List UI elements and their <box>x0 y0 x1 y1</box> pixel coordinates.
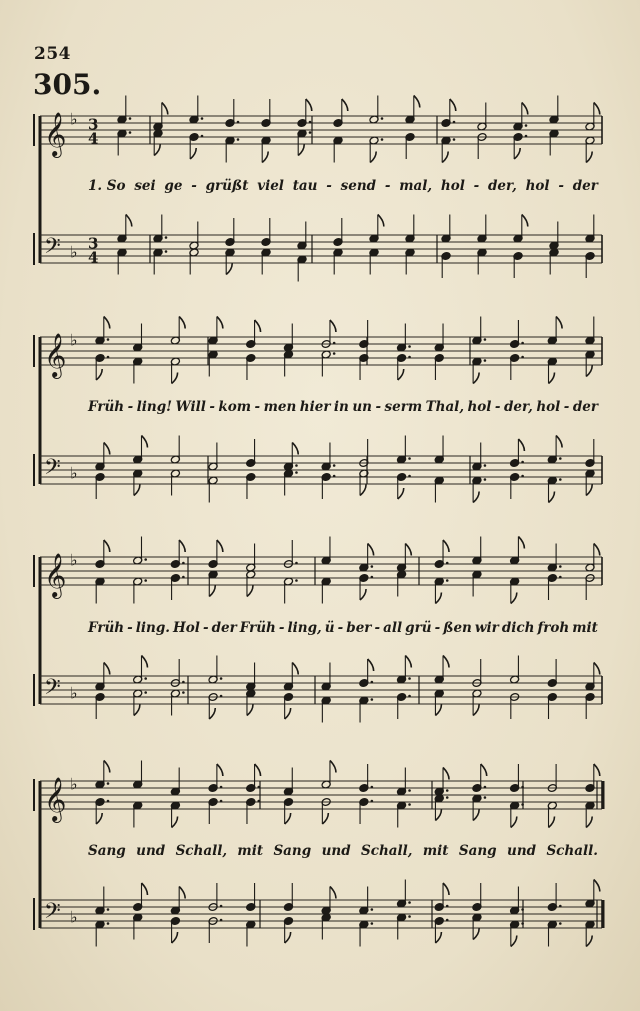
note-flag <box>511 593 517 604</box>
lyric-syllable: ge <box>164 178 183 194</box>
dot <box>220 677 223 680</box>
lyric-syllable: - <box>191 178 197 194</box>
note-flag <box>255 764 261 776</box>
lyric-syllable: froh <box>537 620 570 636</box>
note-flag <box>104 761 110 773</box>
note-flag <box>473 492 479 503</box>
dot <box>371 922 374 925</box>
lyric-line-3 <box>88 620 598 636</box>
bass-clef-icon: 𝄢 <box>44 899 61 929</box>
lyric-syllable: Früh <box>88 399 125 415</box>
treble-clef-icon: 𝄞 <box>44 553 67 597</box>
lyric-syllable: hier <box>299 399 331 415</box>
note-flag <box>179 317 185 329</box>
dot <box>182 681 185 684</box>
note-flag <box>442 152 448 163</box>
note-flag <box>549 817 555 828</box>
note-flag <box>518 537 524 549</box>
dot <box>371 786 374 789</box>
note-flag <box>217 540 223 552</box>
lyric-syllable: ling! <box>136 399 173 415</box>
lyric-syllable: und <box>321 843 351 859</box>
lyric-syllable: in <box>333 399 349 415</box>
dot <box>371 698 374 701</box>
treble-clef-icon: 𝄞 <box>44 333 67 377</box>
lyric-syllable: der <box>572 178 598 194</box>
lyric-syllable: mal, <box>399 178 433 194</box>
lyric-syllable: - <box>563 399 570 415</box>
dot <box>381 117 384 120</box>
note-flag <box>96 369 102 380</box>
lyric-syllable: serm <box>384 399 423 415</box>
lyric-syllable: und <box>507 843 537 859</box>
dot <box>295 562 298 565</box>
dot <box>446 562 449 565</box>
lyric-syllable: mit <box>237 843 264 859</box>
lyric-syllable: ber <box>346 620 372 636</box>
note-flag <box>473 373 479 384</box>
lyric-syllable: - <box>202 620 209 636</box>
lyric-syllable: - <box>473 178 480 194</box>
bass-clef-icon: 𝄢 <box>44 455 61 485</box>
dot <box>559 905 562 908</box>
note-flag <box>217 317 223 329</box>
note-flag <box>247 586 253 597</box>
note-flag <box>209 586 215 597</box>
note-flag <box>285 708 291 719</box>
note-flag <box>586 817 592 828</box>
lyric-syllable: der <box>211 620 237 636</box>
lyric-syllable: sei <box>134 178 156 194</box>
dot <box>408 695 411 698</box>
lyric-syllable: - <box>127 620 133 636</box>
note-flag <box>179 540 185 552</box>
dot <box>144 691 147 694</box>
note-flag <box>514 148 520 159</box>
hymn-number: 305. <box>33 68 102 101</box>
dot <box>525 135 528 138</box>
lyric-syllable: hol <box>525 178 550 194</box>
lyric-syllable: kom <box>218 399 252 415</box>
dot <box>257 800 260 803</box>
note-flag <box>330 761 336 773</box>
note-flag <box>226 264 232 275</box>
lyric-line-1 <box>88 178 598 194</box>
note-flag <box>594 764 600 776</box>
dot <box>107 782 110 785</box>
dot <box>371 565 374 568</box>
dot <box>295 579 298 582</box>
dot <box>408 356 411 359</box>
dot <box>333 352 336 355</box>
note-flag <box>162 103 168 115</box>
dot <box>484 478 487 481</box>
dot <box>182 562 185 565</box>
dot <box>107 922 110 925</box>
note-flag <box>443 768 449 780</box>
dot <box>484 464 487 467</box>
note-flag <box>398 369 404 380</box>
note-flag <box>368 544 374 556</box>
dot <box>521 922 524 925</box>
dot <box>220 695 223 698</box>
note-flag <box>549 373 555 384</box>
dot <box>107 338 110 341</box>
note-flag <box>586 366 592 377</box>
lyric-syllable: 1. So <box>88 178 126 194</box>
time-signature-denominator: 4 <box>88 129 99 148</box>
lyric-syllable: dich <box>501 620 535 636</box>
dot <box>484 786 487 789</box>
note-flag <box>556 436 562 448</box>
note-flag <box>522 103 528 115</box>
note-flag <box>378 215 384 227</box>
lyric-syllable: - <box>558 178 564 194</box>
time-signature-numerator: 3 <box>88 115 99 134</box>
dot <box>408 915 411 918</box>
note-flag <box>292 443 298 455</box>
note-flag <box>594 544 600 556</box>
note-flag <box>172 373 178 384</box>
lyric-syllable: - <box>209 399 215 415</box>
note-flag <box>360 485 366 496</box>
page-number: 254 <box>34 44 71 64</box>
note-flag <box>518 439 524 451</box>
note-flag <box>134 485 140 496</box>
flat-icon: ♭ <box>70 907 78 927</box>
dot <box>408 457 411 460</box>
note-flag <box>255 320 261 332</box>
dot <box>559 457 562 460</box>
note-flag <box>141 883 147 895</box>
note-flag <box>370 152 376 163</box>
note-flag <box>594 880 600 892</box>
flat-icon: ♭ <box>70 683 78 703</box>
note-flag <box>481 764 487 776</box>
lyric-syllable: der, <box>487 178 517 194</box>
treble-clef-icon: 𝄞 <box>44 777 67 821</box>
dot <box>559 576 562 579</box>
flat-icon: ♭ <box>70 774 78 794</box>
dot <box>144 579 147 582</box>
note-flag <box>443 883 449 895</box>
dot <box>484 359 487 362</box>
note-flag <box>330 320 336 332</box>
dot <box>295 464 298 467</box>
dot <box>107 908 110 911</box>
lyric-syllable: viel <box>257 178 284 194</box>
lyric-syllable: - <box>384 178 391 194</box>
dot <box>408 803 411 806</box>
note-flag <box>522 215 528 227</box>
note-flag <box>414 96 420 108</box>
dot <box>521 786 524 789</box>
lyric-syllable: der, <box>503 399 533 415</box>
dot <box>446 796 449 799</box>
lyric-syllable: Thal, <box>425 399 465 415</box>
lyric-syllable: - <box>337 620 344 636</box>
note-flag <box>594 103 600 115</box>
dot <box>453 138 456 141</box>
lyric-syllable: all <box>383 620 403 636</box>
note-flag <box>586 152 592 163</box>
dot <box>408 677 411 680</box>
lyric-syllable: Schall, <box>175 843 228 859</box>
lyric-line-2 <box>88 399 598 415</box>
note-flag <box>134 705 140 716</box>
flat-icon: ♭ <box>70 242 78 262</box>
dot <box>165 250 168 253</box>
dot <box>201 117 204 120</box>
lyric-syllable: hol <box>536 399 561 415</box>
note-flag <box>586 936 592 947</box>
note-flag <box>292 663 298 675</box>
lyric-syllable: Sang <box>458 843 497 859</box>
dot <box>182 691 185 694</box>
dot <box>237 138 240 141</box>
dot <box>371 681 374 684</box>
flat-icon: ♭ <box>70 109 78 129</box>
dot <box>237 121 240 124</box>
note-flag <box>342 99 348 111</box>
note-flag <box>473 929 479 940</box>
dot <box>107 800 110 803</box>
note-flag <box>435 593 441 604</box>
lyric-syllable: send <box>340 178 377 194</box>
lyric-syllable: Sang <box>273 843 312 859</box>
dot <box>333 342 336 345</box>
dot <box>220 800 223 803</box>
note-flag <box>141 436 147 448</box>
note-flag <box>443 540 449 552</box>
dot <box>521 908 524 911</box>
dot <box>446 919 449 922</box>
note-flag <box>104 317 110 329</box>
lyric-syllable: Früh <box>88 620 125 636</box>
dot <box>144 677 147 680</box>
lyric-syllable: men <box>263 399 297 415</box>
dot <box>446 905 449 908</box>
note-flag <box>511 936 517 947</box>
lyric-syllable: Früh <box>239 620 276 636</box>
note-flag <box>104 663 110 675</box>
note-flag <box>405 544 411 556</box>
dot <box>107 356 110 359</box>
dot <box>371 800 374 803</box>
dot <box>408 345 411 348</box>
bass-clef-icon: 𝄢 <box>44 675 61 705</box>
dot <box>484 338 487 341</box>
dot <box>521 803 524 806</box>
lyric-syllable: mit <box>572 620 598 636</box>
dot <box>309 121 312 124</box>
lyric-syllable: un <box>352 399 372 415</box>
dot <box>408 789 411 792</box>
lyric-line-4 <box>88 843 598 859</box>
note-flag <box>330 887 336 899</box>
dot <box>453 121 456 124</box>
note-flag <box>473 705 479 716</box>
lyric-syllable: Schall. <box>546 843 598 859</box>
dot <box>144 558 147 561</box>
note-flag <box>322 813 328 824</box>
dot <box>521 475 524 478</box>
dot <box>446 579 449 582</box>
dot <box>220 919 223 922</box>
note-flag <box>405 656 411 668</box>
note-flag <box>141 656 147 668</box>
note-flag <box>190 148 196 159</box>
dot <box>165 236 168 239</box>
lyric-syllable: der <box>572 399 598 415</box>
note-flag <box>398 488 404 499</box>
dot <box>521 461 524 464</box>
dot <box>521 342 524 345</box>
note-flag <box>435 810 441 821</box>
lyric-syllable: - <box>494 399 501 415</box>
dot <box>525 124 528 127</box>
lyric-syllable: hol <box>467 399 492 415</box>
flat-icon: ♭ <box>70 550 78 570</box>
note-flag <box>179 887 185 899</box>
lyric-syllable: - <box>434 620 441 636</box>
lyric-syllable: - <box>254 399 261 415</box>
lyric-syllable: ßen <box>443 620 472 636</box>
lyric-syllable: - <box>326 178 332 194</box>
dot <box>381 138 384 141</box>
lyric-syllable: und <box>136 843 166 859</box>
note-flag <box>285 813 291 824</box>
note-flag <box>549 492 555 503</box>
note-flag <box>360 589 366 600</box>
note-flag <box>306 99 312 111</box>
note-flag <box>586 485 592 496</box>
dot <box>182 576 185 579</box>
lyric-syllable: Will <box>175 399 206 415</box>
dot <box>257 786 260 789</box>
lyric-syllable: wir <box>474 620 499 636</box>
lyric-syllable: mit <box>422 843 449 859</box>
note-flag <box>435 705 441 716</box>
treble-clef-icon: 𝄞 <box>44 112 67 156</box>
dot <box>371 908 374 911</box>
lyric-syllable: ü <box>324 620 335 636</box>
lyric-syllable: ling, <box>287 620 322 636</box>
dot <box>559 478 562 481</box>
note-flag <box>209 708 215 719</box>
dot <box>408 475 411 478</box>
lyric-syllable: grüßt <box>205 178 249 194</box>
dot <box>521 356 524 359</box>
lyric-syllable: grü <box>405 620 432 636</box>
lyric-syllable: - <box>375 399 382 415</box>
note-flag <box>217 764 223 776</box>
note-flag <box>594 663 600 675</box>
note-flag <box>262 152 268 163</box>
note-flag <box>556 317 562 329</box>
lyric-syllable: - <box>374 620 381 636</box>
dot <box>295 471 298 474</box>
dot <box>220 905 223 908</box>
note-flag <box>172 817 178 828</box>
note-flag <box>511 817 517 828</box>
note-flag <box>247 705 253 716</box>
note-flag <box>154 145 160 156</box>
dot <box>559 565 562 568</box>
lyric-syllable: - <box>127 399 134 415</box>
dot <box>201 135 204 138</box>
note-flag <box>450 99 456 111</box>
lyric-syllable: hol <box>440 178 465 194</box>
note-flag <box>368 659 374 671</box>
lyric-syllable: tau <box>292 178 318 194</box>
dot <box>446 789 449 792</box>
note-flag <box>435 932 441 943</box>
lyric-syllable: Sang <box>88 843 126 859</box>
note-flag <box>126 215 132 227</box>
note-flag <box>104 443 110 455</box>
note-flag <box>96 813 102 824</box>
dot <box>559 922 562 925</box>
bass-clef-icon: 𝄢 <box>44 234 61 264</box>
lyric-syllable: ling. <box>135 620 170 636</box>
dot <box>408 901 411 904</box>
dot <box>309 131 312 134</box>
note-flag <box>473 810 479 821</box>
time-signature-numerator: 3 <box>88 234 99 253</box>
lyric-syllable: Schall, <box>361 843 413 859</box>
flat-icon: ♭ <box>70 330 78 350</box>
note-flag <box>285 932 291 943</box>
dot <box>333 464 336 467</box>
dot <box>371 576 374 579</box>
time-signature-denominator: 4 <box>88 248 99 267</box>
flat-icon: ♭ <box>70 463 78 483</box>
note-flag <box>104 540 110 552</box>
lyric-syllable: Hol <box>173 620 200 636</box>
note-flag <box>298 145 304 156</box>
lyric-syllable: - <box>278 620 285 636</box>
note-flag <box>443 656 449 668</box>
dot <box>129 117 132 120</box>
dot <box>333 475 336 478</box>
dot <box>484 796 487 799</box>
note-flag <box>172 932 178 943</box>
dot <box>129 131 132 134</box>
dot <box>220 786 223 789</box>
